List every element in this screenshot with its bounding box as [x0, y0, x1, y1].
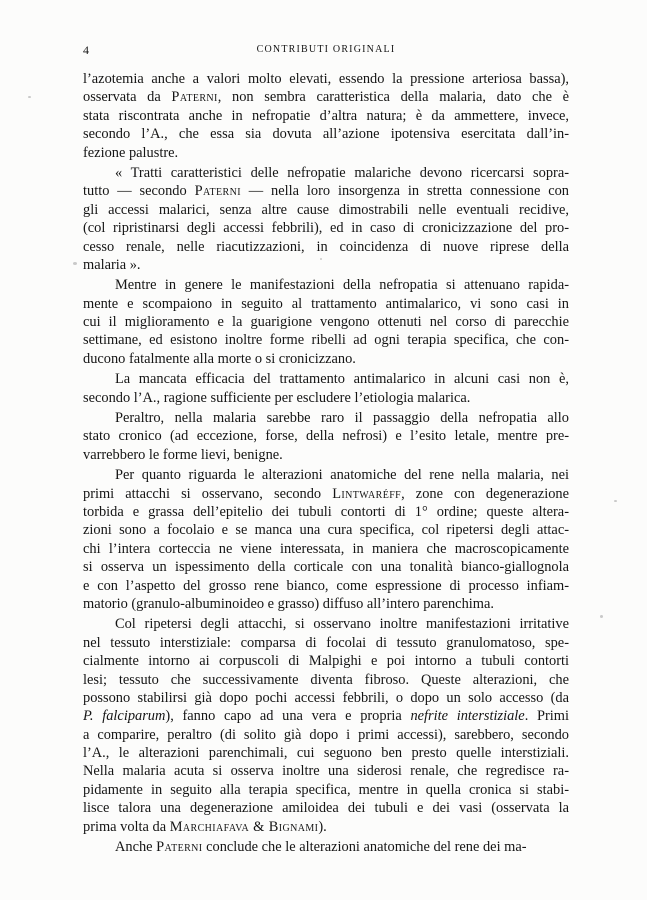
text-line — [83, 838, 569, 856]
text-run: pidamente in seguito alla terapia specifica, mentre in quella cronica si stabi- — [83, 781, 569, 798]
text-line — [83, 389, 569, 407]
text-line — [83, 744, 569, 762]
journal-title: CONTRIBUTI ORIGINALI — [256, 44, 396, 55]
text-run: , zone con degenerazione — [401, 485, 569, 502]
text-run: — nella loro insorgenza in stretta connessione con — [240, 183, 569, 200]
text-run: settimane, ed esistono inoltre forme ribelli ad ogni terapia specifica, che con- — [83, 332, 569, 349]
paragraph — [83, 838, 569, 856]
text-line — [83, 370, 569, 388]
text-run: cesso renale, nelle riacutizzazioni, in coincidenza di nuove riprese della — [83, 238, 569, 255]
text-run: zioni sono a focolaio e se manca una cura specifica, col ripetersi degli attac- — [83, 522, 569, 539]
text-run: ), fanno capo ad una vera e propria — [165, 708, 411, 725]
text-run: « Tratti caratteristici delle nefropatie malariche devono ricercarsi sopra- — [115, 164, 569, 181]
text-run: lisce talora una degenerazione amiloidea dei tubuli e dei vasi (osservata la — [83, 800, 569, 817]
text-line — [83, 107, 569, 125]
text-run: stato cronico (ad eccezione, forse, della nefrosi) e l’esito letale, mentre pre- — [83, 428, 569, 445]
paragraph — [83, 370, 569, 407]
author-name: Paterni — [156, 839, 203, 856]
text-run: fezione palustre. — [83, 144, 179, 161]
paragraph — [83, 70, 569, 162]
text-line — [83, 144, 569, 162]
text-line — [83, 615, 569, 633]
text-run: , non sembra caratteristica della malaria, dato che è — [217, 89, 569, 106]
text-line — [83, 558, 569, 576]
text-line — [83, 219, 569, 237]
paragraph — [83, 615, 569, 836]
text-line — [83, 634, 569, 652]
scan-speck — [614, 500, 617, 502]
text-line — [83, 125, 569, 143]
paragraph — [83, 409, 569, 464]
text-line — [83, 485, 569, 503]
text-run: primi attacchi si osservano, secondo — [83, 485, 333, 502]
paragraph — [83, 466, 569, 613]
text-run: mente e scompaiono in seguito al trattamento antimalarico, vi sono casi in — [83, 295, 569, 312]
text-line — [83, 707, 569, 725]
text-run: cui il miglioramento e la guarigione vengono ottenuti nel corso di parecchie — [83, 314, 569, 331]
text-run: (col ripristinarsi degli accessi febbrili), ed in caso di cronicizzazione del pro- — [83, 220, 569, 237]
author-name: Paterni — [194, 183, 241, 200]
italic-term: nefrite interstiziale — [410, 708, 525, 725]
text-run: ). — [318, 818, 327, 835]
text-line — [83, 446, 569, 464]
text-line — [83, 671, 569, 689]
text-line — [83, 762, 569, 780]
text-line — [83, 182, 569, 200]
text-run: La mancata efficacia del trattamento antimalarico in alcuni casi non è, — [115, 371, 569, 388]
page-number: 4 — [83, 43, 90, 57]
paragraph — [83, 276, 569, 368]
text-run: . Primi — [524, 708, 569, 725]
text-run: lesi; tessuto che successivamente diventa fibroso. Queste alterazioni, che — [83, 671, 569, 688]
paragraph — [83, 164, 569, 274]
text-run: secondo l’A., ragione sufficiente per escludere l’etiologia malarica. — [83, 389, 471, 406]
scan-speck — [320, 258, 322, 260]
text-run: ducono fatalmente alla morte o si cronicizzano. — [83, 350, 356, 367]
text-run: a comparire, peraltro (di solito già dopo i primi accessi), sarebbero, secondo — [83, 726, 569, 743]
text-line — [83, 818, 569, 836]
text-line — [83, 726, 569, 744]
scan-speck — [73, 262, 77, 265]
text-run: secondo l’A., che essa sia dovuta all’azione ipotensiva esercitata dall’in- — [83, 126, 569, 143]
text-line — [83, 276, 569, 294]
text-line — [83, 540, 569, 558]
text-run: cialmente intorno ai corpuscoli di Malpighi e poi intorno a tubuli contorti — [83, 653, 569, 670]
text-run: malaria ». — [83, 256, 141, 273]
author-name: Paterni — [171, 89, 218, 106]
text-run: si osserva un ispessimento della corticale con una tonalità bianco-giallognola — [83, 559, 569, 576]
body-text — [83, 70, 569, 856]
text-line — [83, 409, 569, 427]
text-run: gli accessi malarici, senza altre cause dimostrabili nelle eventuali recidive, — [83, 201, 569, 218]
text-run: Col ripetersi degli attacchi, si osservano inoltre manifestazioni irritative — [115, 616, 569, 633]
text-line — [83, 799, 569, 817]
text-line — [83, 295, 569, 313]
text-line — [83, 88, 569, 106]
text-run: varrebbero le forme lievi, benigne. — [83, 446, 283, 463]
text-run: tutto — secondo — [83, 183, 195, 200]
text-line — [83, 521, 569, 539]
text-line — [83, 70, 569, 88]
text-line — [83, 238, 569, 256]
text-line — [83, 256, 569, 274]
text-line — [83, 350, 569, 368]
text-run: torbida e grassa dell’epitelio dei tubuli contorti di 1° ordine; queste altera- — [83, 503, 569, 520]
text-run: Anche — [115, 839, 157, 856]
text-run: Peraltro, nella malaria sarebbe raro il passaggio della nefropatia allo — [115, 410, 569, 427]
text-line — [83, 652, 569, 670]
text-run: Nella malaria acuta si osserva inoltre una siderosi renale, che regredisce ra- — [83, 763, 569, 780]
scan-speck — [28, 96, 31, 98]
text-run: Mentre in genere le manifestazioni della nefropatia si attenuano rapida- — [115, 277, 569, 294]
text-line — [83, 427, 569, 445]
text-run: stata riscontrata anche in nefropatie d’altra natura; è da ammettere, invece, — [83, 107, 569, 124]
text-line — [83, 781, 569, 799]
text-run: Per quanto riguarda le alterazioni anatomiche del rene nella malaria, nei — [115, 467, 569, 484]
text-run: matorio (granulo-albuminoideo e grasso) diffuso all’intero parenchima. — [83, 595, 494, 612]
text-line — [83, 164, 569, 182]
text-run: chi l’intera corteccia ne viene interessata, in maniera che macroscopicamente — [83, 540, 569, 557]
scan-speck — [600, 615, 603, 618]
text-run: l’A., le alterazioni parenchimali, cui seguono ben presto quelle interstiziali. — [83, 745, 569, 762]
text-run: prima volta da — [83, 818, 170, 835]
text-line — [83, 503, 569, 521]
text-run: nel tessuto interstiziale: comparsa di focolai di tessuto granulomatoso, spe- — [83, 634, 569, 651]
text-run: conclude che le alterazioni anatomiche del rene dei ma- — [202, 839, 527, 856]
text-line — [83, 201, 569, 219]
author-name: Marchiafava & Bignami — [169, 818, 319, 835]
text-line — [83, 595, 569, 613]
text-line — [83, 689, 569, 707]
text-run: possono stabilirsi già dopo pochi accessi febbrili, o dopo un solo accesso (da — [83, 689, 569, 706]
running-head — [83, 43, 569, 59]
text-line — [83, 331, 569, 349]
text-line — [83, 313, 569, 331]
author-name: Lintwaréff — [332, 485, 402, 502]
text-run: osservata da — [83, 89, 172, 106]
italic-term: P. falciparum — [83, 708, 166, 725]
text-line — [83, 577, 569, 595]
text-line — [83, 466, 569, 484]
text-run: e con l’aspetto del grosso rene bianco, come espressione di processo infiam- — [83, 577, 569, 594]
text-run: l’azotemia anche a valori molto elevati, essendo la pressione arteriosa bassa), — [83, 71, 569, 87]
